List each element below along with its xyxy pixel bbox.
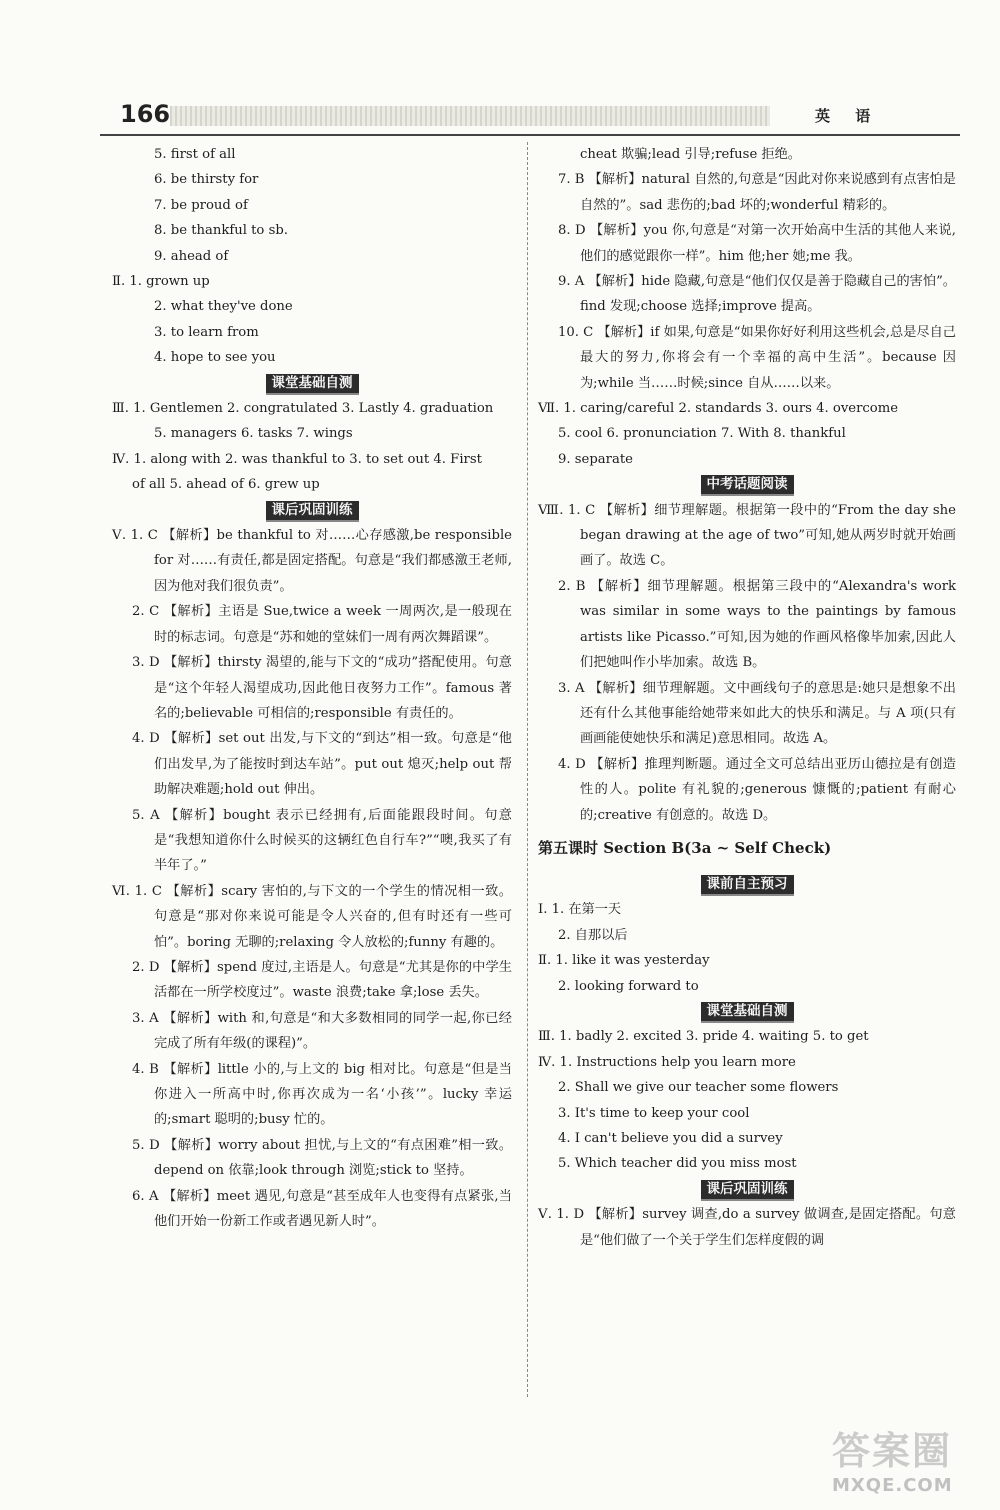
lesson-title: 第五课时 Section B(3a ~ Self Check) [538,838,832,857]
answer-item: 4. D 【解析】set out 出发,与下文的“到达”相一致。句意是“他们出发早,为了能按时到达车站”。put out 熄灭;help out 帮助解决难题;hold out 伸出。 [132,731,512,798]
section-label: 课前自主预习 [701,875,794,896]
section-label: 课堂基础自测 [701,1002,794,1023]
section-heading [538,872,956,897]
answer-item: 4. B 【解析】little 小的,与上文的 big 相对比。句意是“但是当你进入一所高中时,你再次成为一名‘小孩’”。lucky 幸运的;smart 聪明的;busy 忙的。 [132,1061,512,1128]
header-decoration [170,106,770,126]
page-number: 166 [120,100,171,128]
list-item: Ⅲ. 1. Gentlemen 2. congratulated 3. Lastly 4. graduation [112,401,494,417]
list-item: 2. what they've done [154,299,293,315]
list-item: 5. managers 6. tasks 7. wings [154,426,353,442]
list-item: 7. be proud of [154,197,248,213]
list-item: 6. be thirsty for [154,172,259,188]
list-item: Ⅰ. 1. 在第一天 [538,902,622,918]
answer-item: 4. D 【解析】推理判断题。通过全文可总结出亚历山德拉是有创造性的人。polite 有礼貌的;generous 慷慨的;patient 有耐心的;creative 有创意的。故选 D。 [558,756,956,823]
answer-item: Ⅴ. 1. C 【解析】be thankful to 对……心存感激,be responsible for 对……有责任,都是固定搭配。句意是“我们都感激王老师,因为他对我们很负责”。 [112,528,512,594]
list-item: Ⅳ. 1. Instructions help you learn more [538,1054,796,1070]
section-label: 课堂基础自测 [266,374,359,395]
list-item: Ⅳ. 1. along with 2. was thankful to 3. to set out 4. First [112,451,482,467]
answer-item: 3. A 【解析】with 和,句意是“和大多数相同的同学一起,你已经完成了所有年级(的课程)”。 [132,1010,512,1052]
watermark-text: 答案圈 [832,1429,953,1473]
list-item: 5. cool 6. pronunciation 7. With 8. thankful [558,426,846,442]
left-column [112,142,512,1234]
list-item: 2. Shall we give our teacher some flowers [558,1080,839,1096]
list-item: 5. first of all [154,147,236,162]
section-heading [112,498,512,523]
list-item: 9. ahead of [154,248,229,264]
list-item: 2. 自那以后 [558,927,628,943]
answer-item: 5. A 【解析】bought 表示已经拥有,后面能跟段时间。句意是“我想知道你什么时候买的这辆红色自行车?”“噢,我买了有半年了。” [132,807,512,874]
section-heading [538,1177,956,1202]
answer-item: 9. A 【解析】hide 隐藏,句意是“他们仅仅是善于隐藏自己的害怕”。find 发现;choose 选择;improve 提高。 [558,274,956,315]
list-item: of all 5. ahead of 6. grew up [132,477,320,493]
answer-item: 7. B 【解析】natural 自然的,句意是“因此对你来说感到有点害怕是自然的”。sad 悲伤的;bad 坏的;wonderful 精彩的。 [558,172,956,213]
list-item: Ⅱ. 1. like it was yesterday [538,953,710,969]
answer-item: 6. A 【解析】meet 遇见,句意是“甚至成年人也变得有点紧张,当他们开始一份新工作或者遇见新人时”。 [132,1188,512,1230]
answer-item: Ⅷ. 1. C 【解析】细节理解题。根据第一段中的“From the day she began drawing at the age of two”可知,她从两岁时就开始画画了。故选 C。 [538,502,956,569]
section-label: 课后巩固训练 [701,1180,794,1201]
list-item: 3. It's time to keep your cool [558,1105,750,1121]
answer-item: Ⅴ. 1. D 【解析】survey 调查,do a survey 做调查,是固定搭配。句意是“他们做了一个关于学生们怎样度假的调 [538,1207,956,1248]
list-item: 8. be thankful to sb. [154,223,288,239]
subject-title: 英 语 [815,107,881,125]
answer-item: 2. B 【解析】细节理解题。根据第三段中的“Alexandra's work was similar in some ways to the paintings by famous artists like Picasso.”可知,因为她的作画风格像毕加索,因此人们把她叫作小毕加索。故选 B。 [558,578,956,671]
watermark-url: MXQE.COM [832,1475,953,1496]
answer-item: 2. C 【解析】主语是 Sue,twice a week 一周两次,是一般现在时的标志词。句意是“苏和她的堂妹们一周有两次舞蹈课”。 [132,604,512,645]
section-heading [538,999,956,1024]
column-divider [527,142,528,1397]
answer-item: Ⅵ. 1. C 【解析】scary 害怕的,与下文的一个学生的情况相一致。句意是“那对你来说可能是令人兴奋的,但有时还有一些可怕”。boring 无聊的;relaxing 令人放松的;funny 有趣的。 [112,883,512,950]
list-item: 5. Which teacher did you miss most [558,1156,797,1172]
answer-item: 8. D 【解析】you 你,句意是“对第一次开始高中生活的其他人来说,他们的感觉跟你一样”。him 他;her 她;me 我。 [558,223,956,264]
right-column [538,142,956,1253]
page-header [100,98,960,136]
section-heading [112,371,512,396]
watermark-logo [832,1420,982,1500]
answer-item: 5. D 【解析】worry about 担忧,与上文的“有点困难”相一致。depend on 依靠;look through 浏览;stick to 坚持。 [132,1137,512,1179]
list-item: 4. I can't believe you did a survey [558,1130,783,1146]
list-item: 4. hope to see you [154,350,276,366]
answer-item: 3. A 【解析】细节理解题。文中画线句子的意思是:她只是想象不出还有什么其他事能给她带来如此大的快乐和满足。与 A 项(只有画画能使她快乐和满足)意思相同。故选 A。 [558,680,956,747]
list-item: Ⅱ. 1. grown up [112,274,210,290]
answer-item: 10. C 【解析】if 如果,句意是“如果你好好利用这些机会,总是尽自己最大的努力,你将会有一个幸福的高中生活”。because 因为;while 当……时候;since 自从……以来。 [558,324,956,391]
section-label: 课后巩固训练 [266,501,359,522]
answer-continuation: cheat 欺骗;lead 引导;refuse 拒绝。 [580,147,801,162]
list-item: Ⅲ. 1. badly 2. excited 3. pride 4. waiting 5. to get [538,1029,869,1045]
answer-item: 3. D 【解析】thirsty 渴望的,能与下文的“成功”搭配使用。句意是“这个年轻人渴望成功,因此他日夜努力工作”。famous 著名的;believable 可相信的;responsible 有责任的。 [132,655,512,721]
list-item: Ⅶ. 1. caring/careful 2. standards 3. ours 4. overcome [538,401,899,417]
list-item: 9. separate [558,451,633,467]
answer-item: 2. D 【解析】spend 度过,主语是人。句意是“尤其是你的中学生活都在一所学校度过”。waste 浪费;take 拿;lose 丢失。 [132,959,512,1001]
section-label: 中考话题阅读 [701,475,794,496]
list-item: 2. looking forward to [558,978,699,994]
list-item: 3. to learn from [154,324,259,340]
section-heading [538,472,956,497]
